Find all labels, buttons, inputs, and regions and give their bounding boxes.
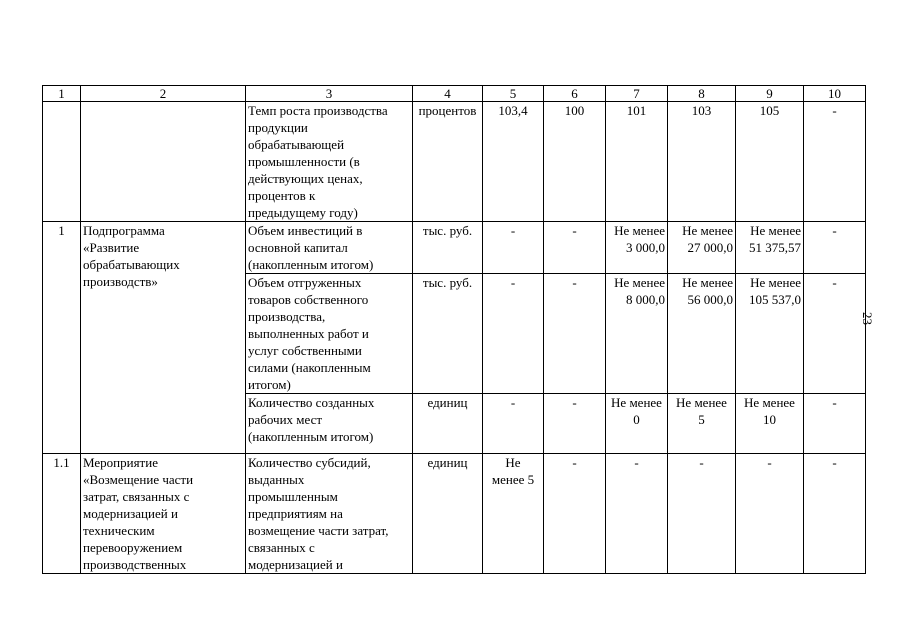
header-cell: 3 (246, 86, 413, 102)
indicators-table (42, 85, 866, 574)
value-cell: - (804, 102, 866, 222)
unit-cell: тыс. руб. (413, 222, 483, 274)
header-cell: 9 (736, 86, 804, 102)
table-row (43, 222, 866, 274)
value-cell: 105 (736, 102, 804, 222)
value-cell: - (804, 394, 866, 454)
value-cell: - (736, 454, 804, 574)
value-cell: 101 (606, 102, 668, 222)
value-cell: Не менее 0 (606, 394, 668, 454)
header-cell: 7 (606, 86, 668, 102)
table-row (43, 454, 866, 574)
unit-cell: единиц (413, 394, 483, 454)
program-name-cell: Подпрограмма «Развитие обрабатывающих производств» (81, 222, 246, 454)
value-cell: Не менее 27 000,0 (668, 222, 736, 274)
header-cell: 1 (43, 86, 81, 102)
value-cell: - (668, 454, 736, 574)
header-cell: 5 (483, 86, 544, 102)
header-cell: 6 (544, 86, 606, 102)
value-cell: - (483, 274, 544, 394)
unit-cell: тыс. руб. (413, 274, 483, 394)
value-cell: - (544, 274, 606, 394)
value-cell: Не менее 105 537,0 (736, 274, 804, 394)
header-cell: 10 (804, 86, 866, 102)
indicator-name-cell: Количество субсидий, выданных промышленным предприятиям на возмещение части затрат, связанных с модернизацией и (246, 454, 413, 574)
value-cell: 100 (544, 102, 606, 222)
value-cell: - (544, 454, 606, 574)
value-cell: Не менее 56 000,0 (668, 274, 736, 394)
value-cell: - (483, 222, 544, 274)
row-number-cell: 1 (43, 222, 81, 454)
value-cell: - (606, 454, 668, 574)
header-cell: 4 (413, 86, 483, 102)
indicator-name-cell: Объем инвестиций в основной капитал (накопленным итогом) (246, 222, 413, 274)
value-cell: Не менее 5 (668, 394, 736, 454)
value-cell: - (544, 222, 606, 274)
table-header-row (43, 86, 866, 102)
row-number-cell (43, 102, 81, 222)
value-cell: Не менее 5 (483, 454, 544, 574)
value-cell: - (804, 274, 866, 394)
value-cell: 103,4 (483, 102, 544, 222)
table-row (43, 102, 866, 222)
header-cell: 2 (81, 86, 246, 102)
value-cell: - (483, 394, 544, 454)
value-cell: - (804, 222, 866, 274)
row-number-cell: 1.1 (43, 454, 81, 574)
program-name-cell (81, 102, 246, 222)
unit-cell: процентов (413, 102, 483, 222)
indicator-name-cell: Темп роста производства продукции обрабатывающей промышленности (в действующих ценах, процентов к предыдущему году) (246, 102, 413, 222)
unit-cell: единиц (413, 454, 483, 574)
value-cell: - (544, 394, 606, 454)
value-cell: Не менее 10 (736, 394, 804, 454)
header-cell: 8 (668, 86, 736, 102)
indicator-name-cell: Объем отгруженных товаров собственного производства, выполненных работ и услуг собственными силами (накопленным итогом) (246, 274, 413, 394)
measure-name-cell: Мероприятие «Возмещение части затрат, связанных с модернизацией и техническим перевооружением производственных (81, 454, 246, 574)
value-cell: - (804, 454, 866, 574)
value-cell: Не менее 51 375,57 (736, 222, 804, 274)
page-number: 23 (860, 312, 875, 325)
indicator-name-cell: Количество созданных рабочих мест (накопленным итогом) (246, 394, 413, 454)
value-cell: Не менее 3 000,0 (606, 222, 668, 274)
value-cell: Не менее 8 000,0 (606, 274, 668, 394)
value-cell: 103 (668, 102, 736, 222)
